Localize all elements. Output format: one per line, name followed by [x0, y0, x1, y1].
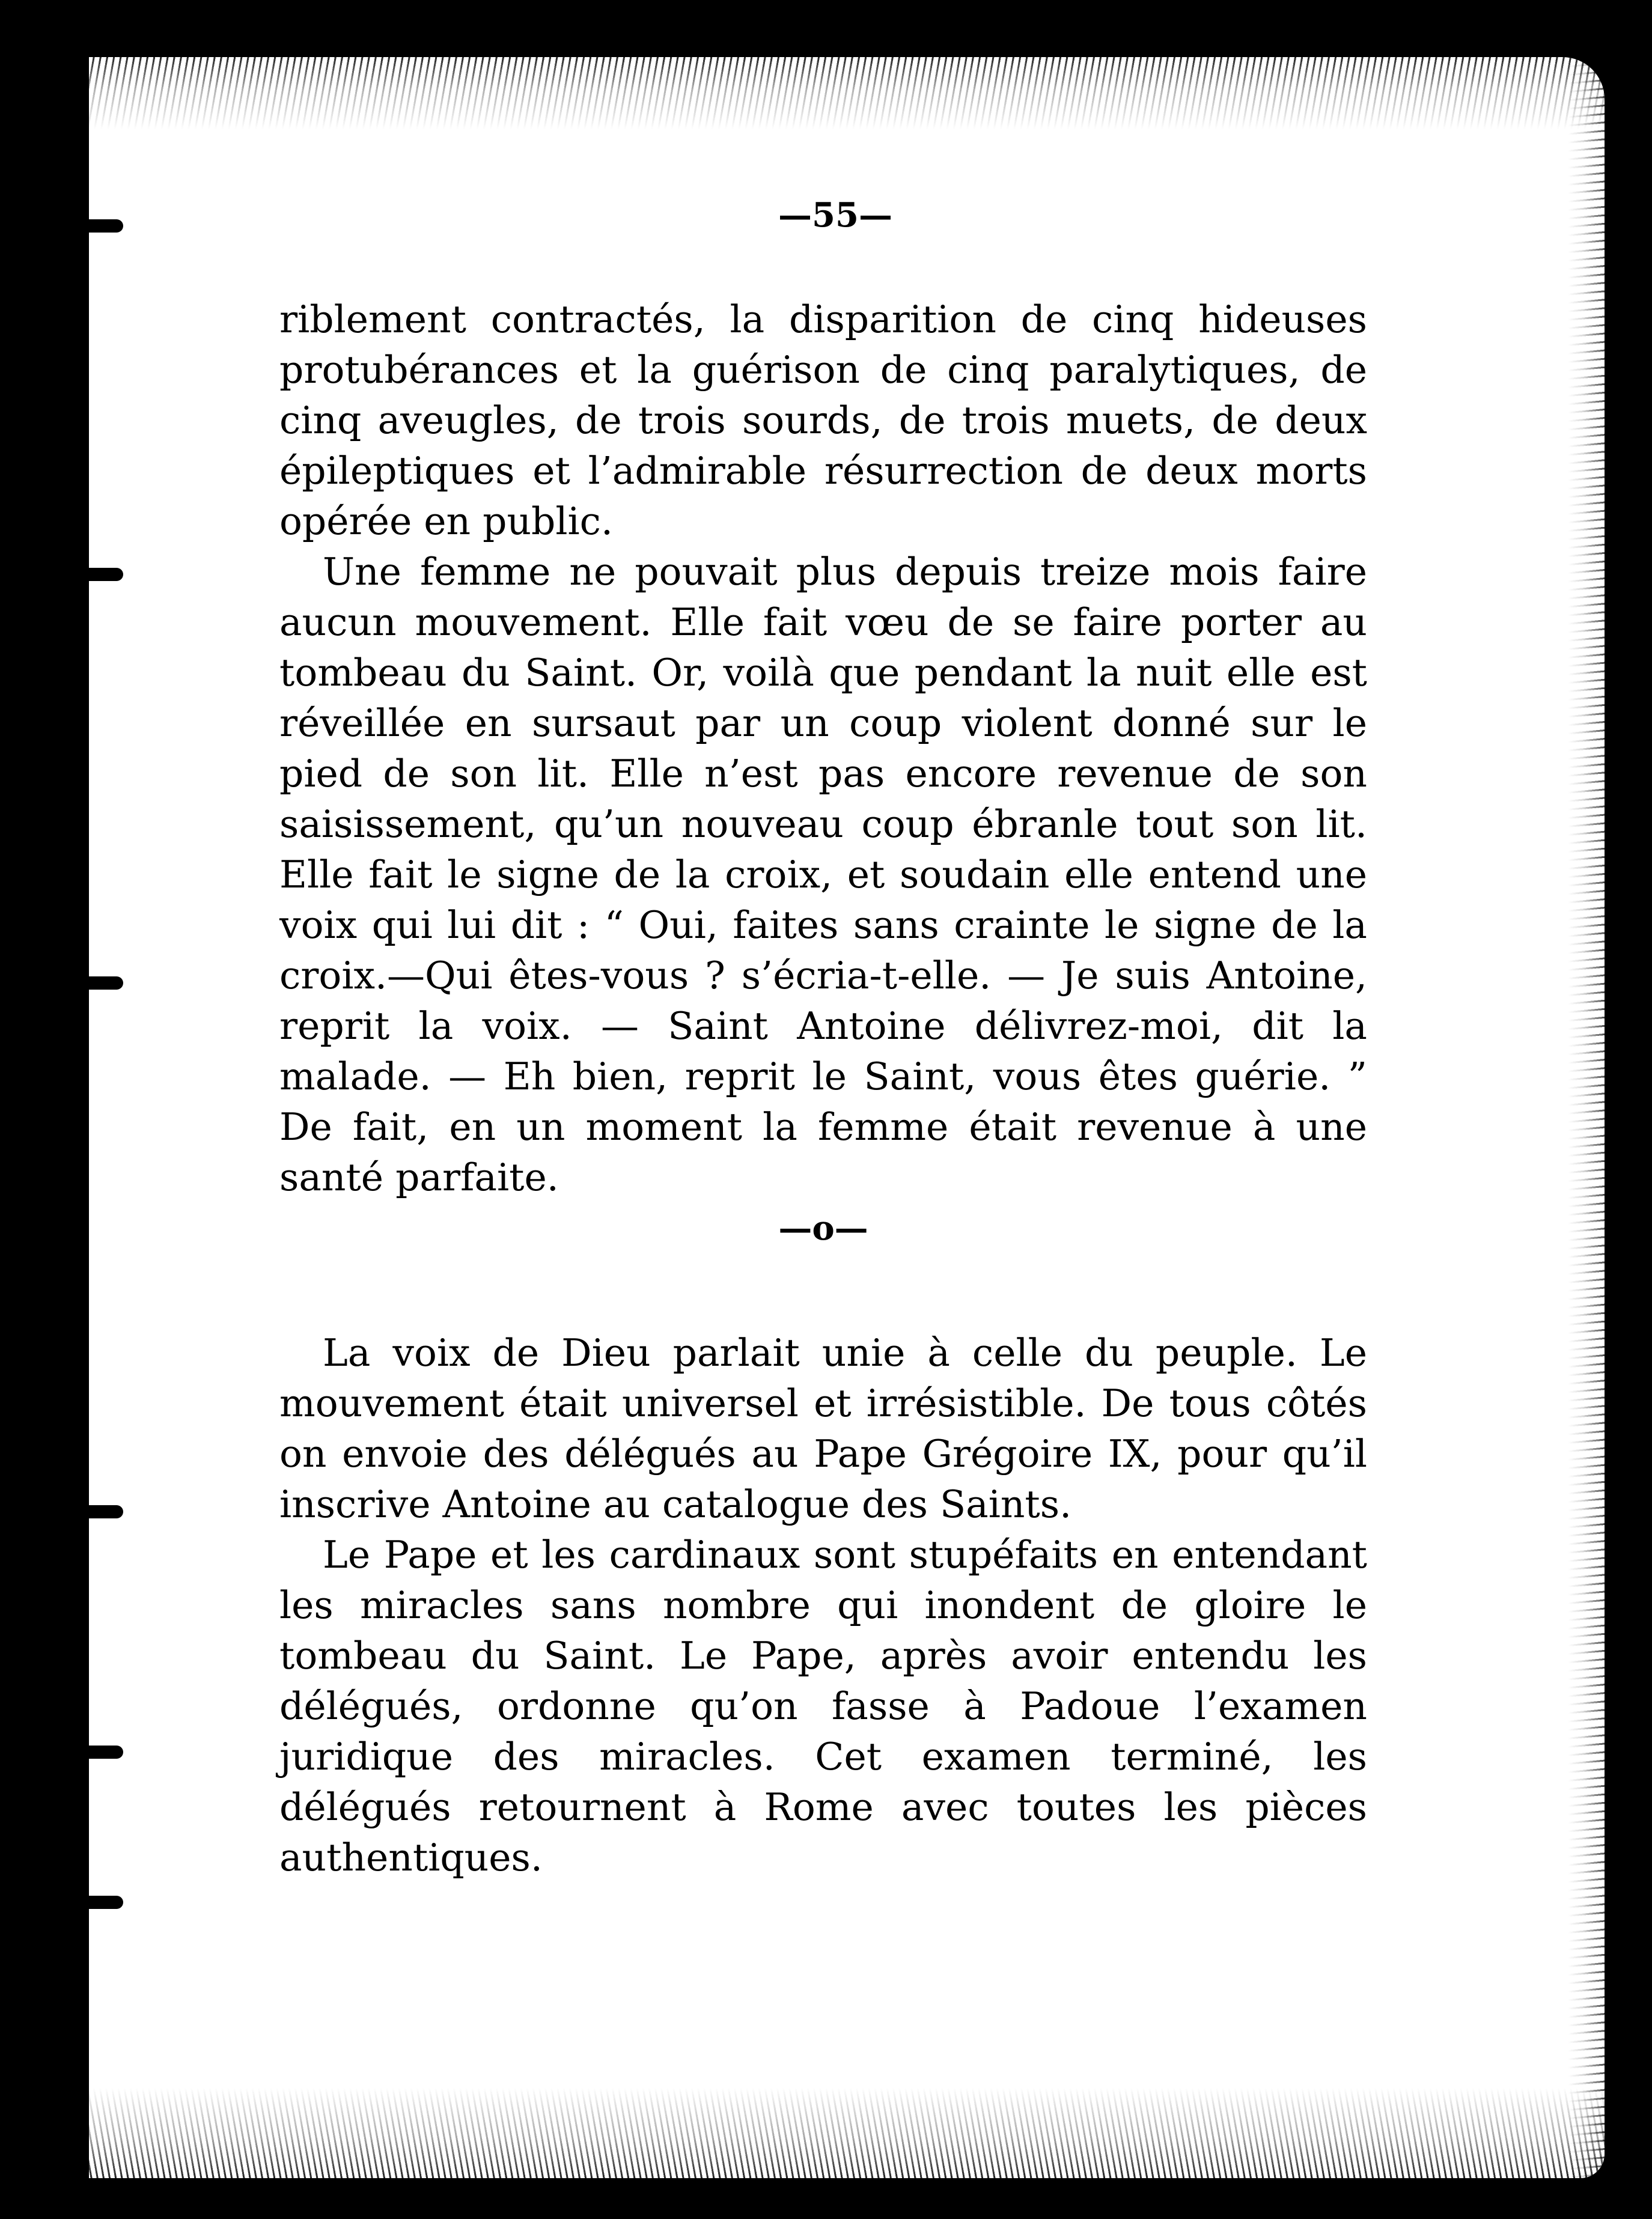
worn-right-edge: [1568, 57, 1605, 2178]
section-separator: —o—: [778, 1208, 868, 1248]
binding-stitch: [66, 1746, 123, 1759]
binding-stitch: [66, 976, 123, 990]
paragraph: Le Pape et les cardinaux sont stupéfaits en entendant les miracles sans nombre qui inondent de gloire le tombeau du Saint. Le Pape, après avoir entendu les délégués, ordonne qu’on fasse à Padoue l’examen juridique des miracles. Cet examen terminé, les délégués retournent à Rome avec toutes les pièces authentiques.: [279, 1533, 1367, 1880]
body-text: [279, 294, 1367, 1883]
paragraph: La voix de Dieu parlait unie à celle du peuple. Le mouvement était universel et irrésistible. De tous côtés on envoie des délégués au Pape Grégoire IX, pour qu’il inscrive Antoine au catalogue des Saints.: [279, 1331, 1367, 1526]
binding-stitch: [66, 568, 123, 581]
binding-stitch: [66, 1896, 123, 1909]
worn-bottom-edge: [66, 2088, 1605, 2178]
worn-top-edge: [66, 57, 1605, 129]
book-page: [66, 57, 1605, 2178]
page-binding: [66, 57, 89, 2178]
paragraph: Une femme ne pouvait plus depuis treize mois faire aucun mouvement. Elle fait vœu de se faire porter au tombeau du Saint. Or, voilà que pendant la nuit elle est réveillée en sursaut par un coup violent donné sur le pied de son lit. Elle n’est pas encore revenue de son saisissement, qu’un nouveau coup ébranle tout son lit. Elle fait le signe de la croix, et soudain elle entend une voix qui lui dit : “ Oui, faites sans crainte le signe de la croix.—Qui êtes-vous ? s’écria-t-elle. — Je suis Antoine, reprit la voix. — Saint Antoine délivrez-moi, dit la malade. — Eh bien, reprit le Saint, vous êtes guérie. ” De fait, en un moment la femme était revenue à une santé parfaite.: [279, 550, 1367, 1199]
page-number: —55—: [778, 195, 892, 235]
paragraph: riblement contractés, la disparition de cinq hideuses protubérances et la guérison de cinq paralytiques, de cinq aveugles, de trois sourds, de trois muets, de deux épileptiques et l’admirable résurrection de deux morts opérée en public.: [279, 297, 1367, 543]
binding-stitch: [66, 1505, 123, 1518]
